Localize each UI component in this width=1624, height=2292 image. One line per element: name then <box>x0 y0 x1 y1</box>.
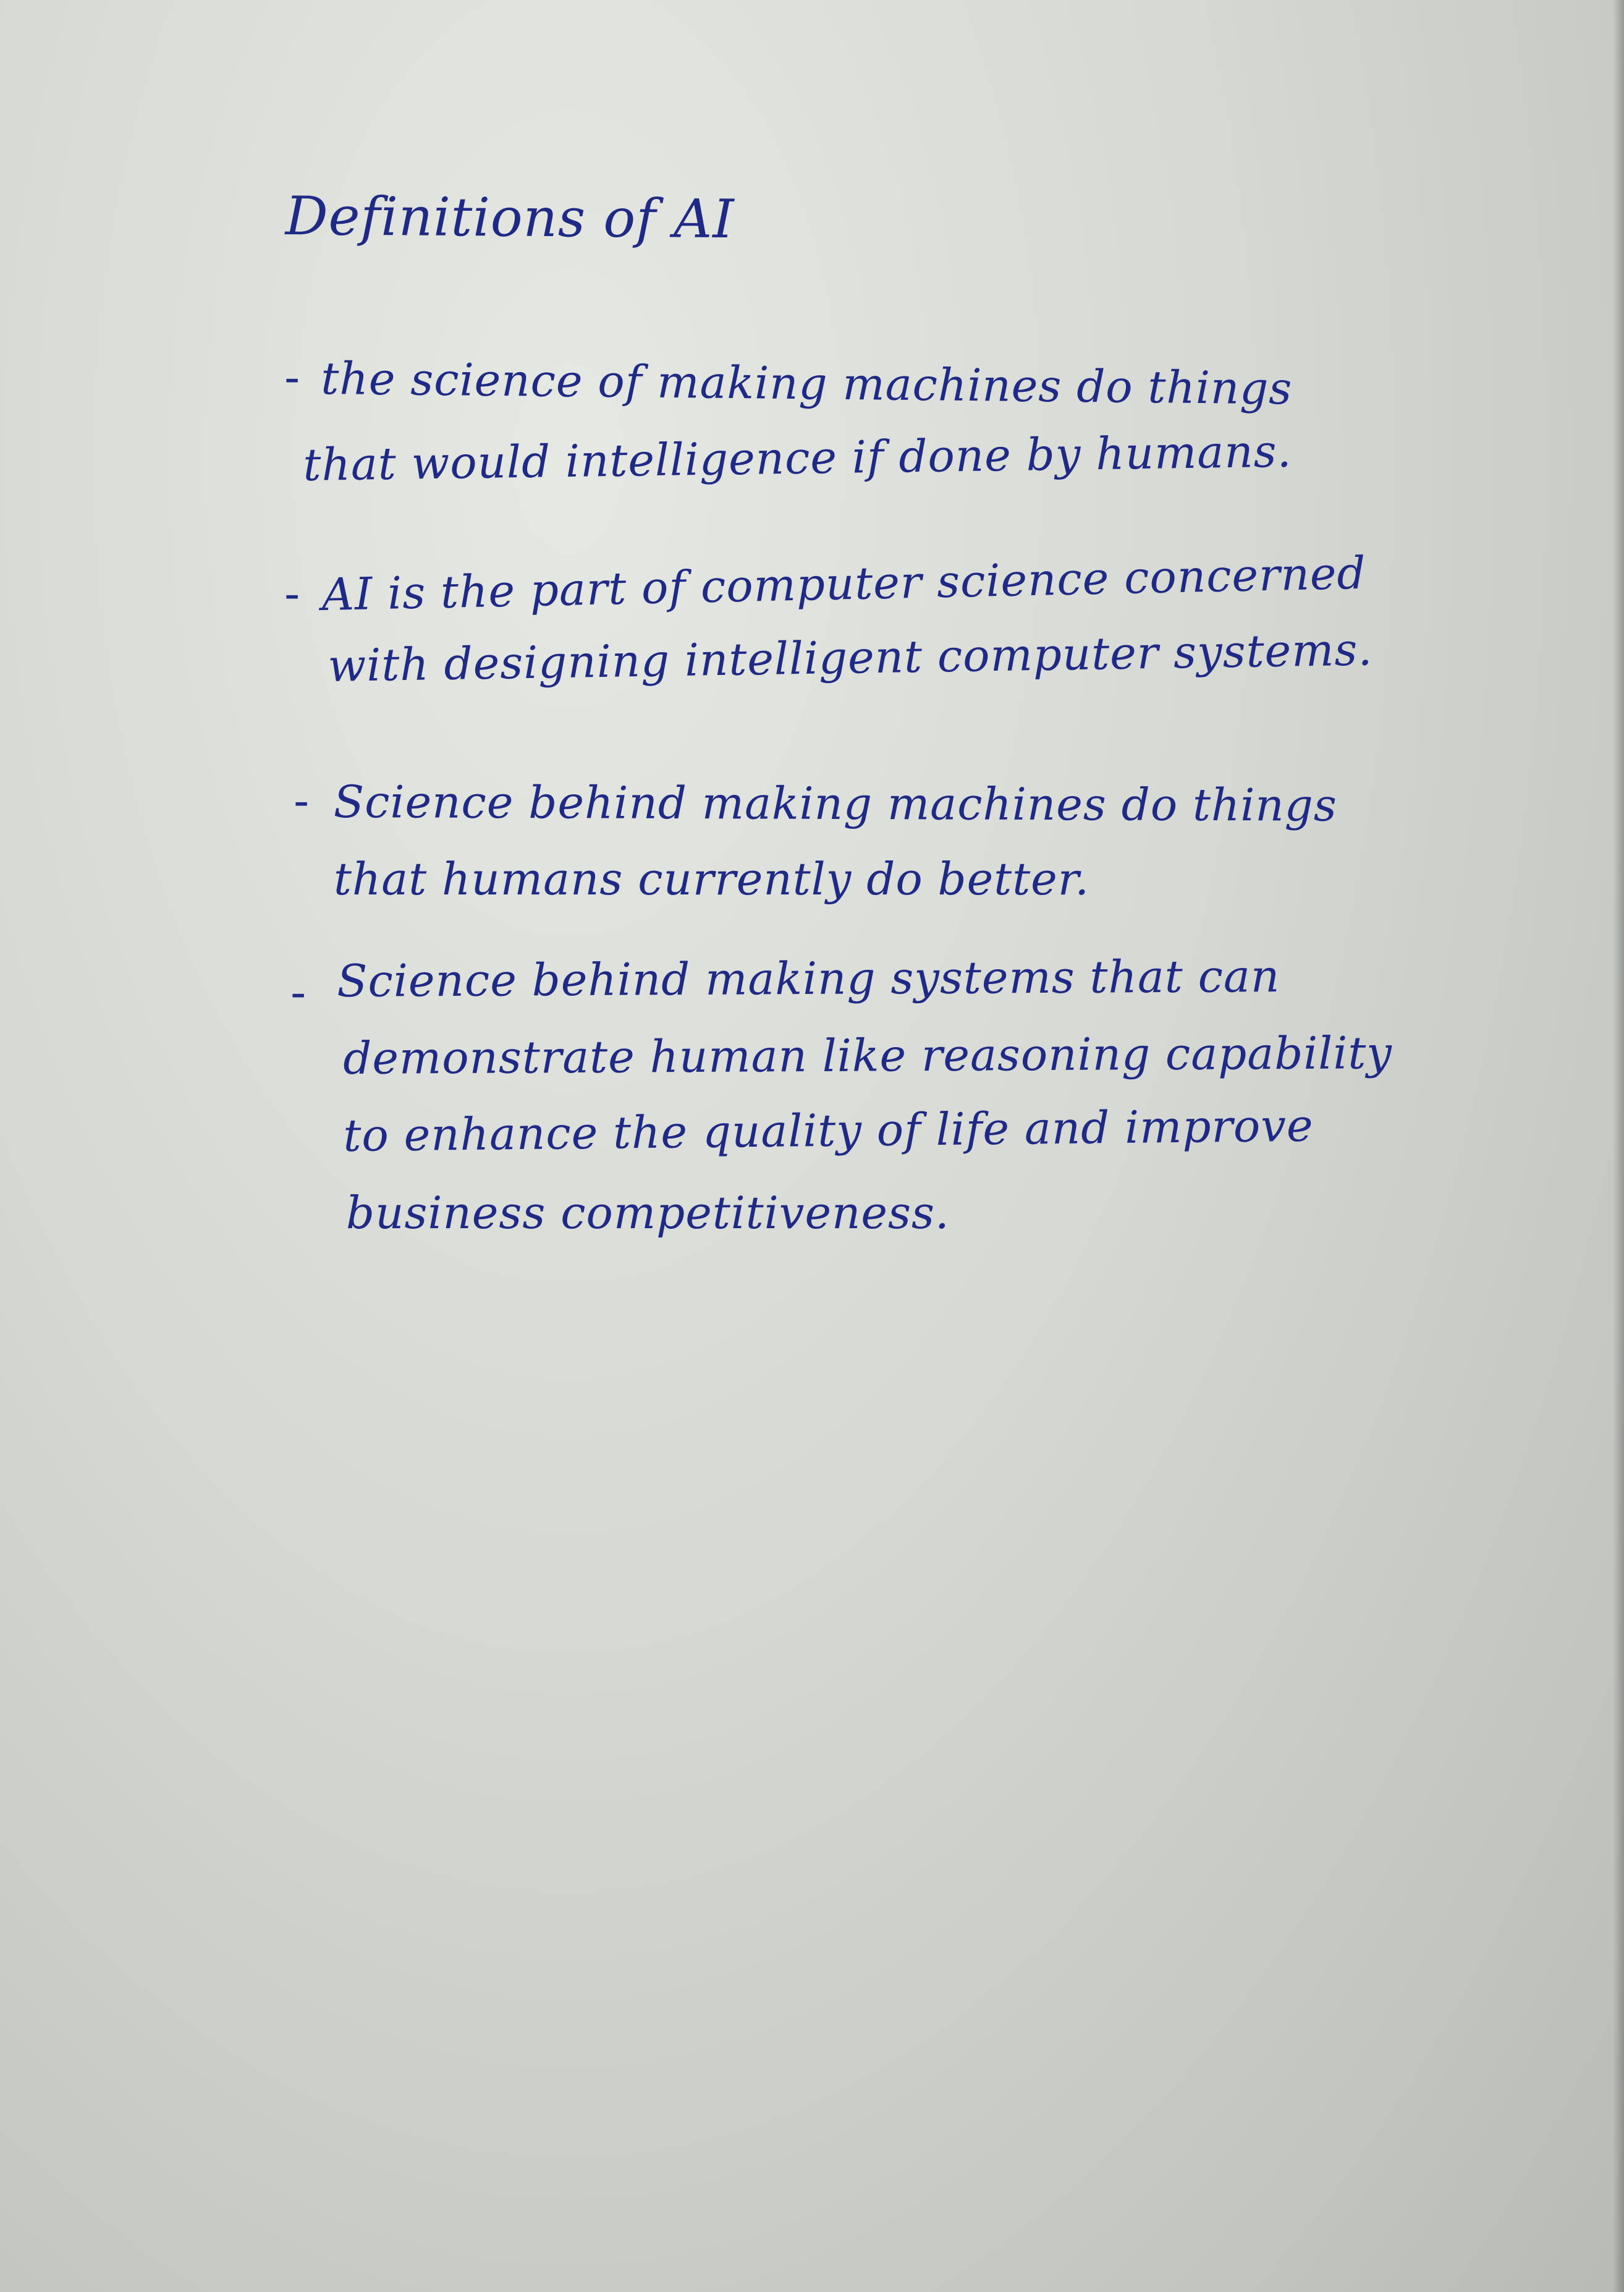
definition-line: AI is the part of computer science concerned <box>321 546 1367 621</box>
bullet-dash: - <box>294 776 310 826</box>
definition-line: with designing intelligent computer systems. <box>328 623 1373 692</box>
definition-line: Science behind making systems that can <box>337 950 1280 1007</box>
definition-line: demonstrate human like reasoning capability <box>343 1027 1393 1084</box>
bullet-dash: - <box>290 967 307 1018</box>
definition-line: Science behind making machines do things <box>333 776 1337 831</box>
definition-line: the science of making machines do things <box>321 352 1293 415</box>
definition-line: that humans currently do better. <box>334 853 1090 905</box>
bullet-dash: - <box>284 569 300 619</box>
bullet-dash: - <box>284 352 300 403</box>
definition-line: that would intelligence if done by humans. <box>303 425 1293 491</box>
page-title: Definitions of AI <box>285 185 735 251</box>
definition-line: to enhance the quality of life and improve <box>343 1099 1314 1161</box>
definition-line: business competitiveness. <box>346 1187 950 1239</box>
